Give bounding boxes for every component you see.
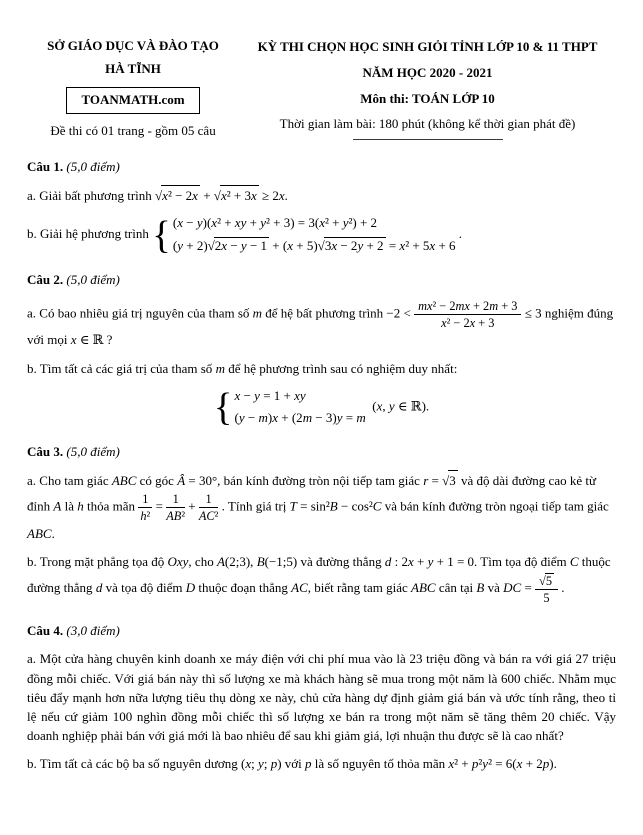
question-3-part-b: b. Trong mặt phẳng tọa độ Oxy, cho A(2;3), B(−1;5) và đường thẳng d : 2x + y + 1 = 0. Tìm tọa độ điểm C thuộc đường thẳng d và tọa độ điểm D thuộc đoạn thẳng AC, biết rằng tam giác ABC cân tại B và DC = $\frac{√5}{5}$ . (27, 554, 611, 606)
department-name: SỞ GIÁO DỤC VÀ ĐÀO TẠO (47, 38, 219, 53)
question-4-points: (3,0 điểm) (66, 622, 120, 638)
question-2-part-b-system: { x − y = 1 + xy (y − m)x + (2m − 3)y = m (x, y ∈ ℝ). (213, 385, 430, 429)
question-1-points: (5,0 điểm) (66, 158, 120, 174)
question-4-part-a: a. Một cửa hàng chuyên kinh doanh xe máy điện với chi phí mua vào là 23 triệu đồng và bán ra với giá 27 triệu đồng mỗi chiếc. Với giá bán này thì số lượng xe mà khách hàng sẽ mua trong một năm là 600 chiếc. Nhằm mục tiêu đẩy mạnh hơn nữa lượng tiêu thụ dòng xe này, chủ cửa hàng dự định giảm giá bán và ước tính rằng, theo tỉ lệ nếu cứ giảm 100 nghìn đồng mỗi chiếc thì số lượng xe bán ra trong một năm sẽ tăng thêm 20 chiếc. Vậy doanh nghiệp phải bán với giá mới là bao nhiêu để sau khi giảm giá, lợi nhuận thu được sẽ là cao nhất? (27, 651, 616, 744)
time-limit: Thời gian làm bài: 180 phút (không kể thời gian phát đề) (279, 116, 576, 131)
question-2-points: (5,0 điểm) (66, 272, 120, 288)
subject-line: Môn thi: TOÁN LỚP 10 (360, 91, 495, 106)
question-3-label: Câu 3. (27, 443, 64, 459)
header-right-block (239, 34, 616, 142)
question-1-heading (27, 157, 616, 178)
exam-title: KỲ THI CHỌN HỌC SINH GIỎI TỈNH LỚP 10 & 11 THPT (257, 39, 598, 54)
question-2 (27, 270, 616, 427)
school-year: NĂM HỌC 2020 - 2021 (362, 65, 493, 80)
question-4-part-b: b. Tìm tất cả các bộ ba số nguyên dương (x; y; p) với p là số nguyên tố thỏa mãn x² + p²y² = 6(x + 2p). (27, 755, 557, 771)
question-1 (27, 157, 616, 255)
question-2-heading (27, 270, 616, 291)
question-3 (27, 442, 616, 606)
header-separator-rule (353, 139, 503, 140)
question-2-label: Câu 2. (27, 272, 64, 288)
question-4-label: Câu 4. (27, 622, 64, 638)
exam-page-note: Đề thi có 01 trang - gồm 05 câu (50, 122, 216, 138)
question-3-points: (5,0 điểm) (66, 443, 120, 459)
question-3-heading (27, 442, 616, 463)
header-left-block (27, 34, 239, 142)
question-1-part-b: b. Giải hệ phương trình { (x − y)(x² + xy + y² + 3) = 3(x² + y²) + 2 (y + 2)√2x − y − 1 + (x + 5)√3x − 2y + 2 = x² + 5x + 6 . (27, 213, 463, 257)
question-3-part-a: a. Cho tam giác ABC có góc Â = 30°, bán kính đường tròn nội tiếp tam giác r = √3 và độ dài đường cao kẻ từ đỉnh A là h thỏa mãn $\frac{1}{\text{h²}}$ = $\frac{1}{\text{AB²}}$ + $\frac{1}{\text{AC²}}$ . Tính giá trị T = sin²B − cos²C và bán kính đường tròn ngoại tiếp tam giác ABC. (27, 470, 616, 544)
question-1-label: Câu 1. (27, 158, 64, 174)
question-2-part-b-label: b. Tìm tất cả các giá trị của tham số m để hệ phương trình sau có nghiệm duy nhất: (27, 361, 458, 377)
question-4 (27, 621, 616, 775)
exam-header (27, 34, 616, 142)
province-name: HÀ TĨNH (105, 61, 161, 77)
question-1-part-a: a. Giải bất phương trình √x² − 2x + √x² + 3x ≥ 2x. (27, 185, 616, 207)
question-2-part-a: a. Có bao nhiêu giá trị nguyên của tham số m để hệ bất phương trình −2 < $\frac{\text{mx² − 2mx + 2m + 3}}{\text{x² − 2x + 3}}$ ≤ 3 nghiệm đúng với mọi x ∈ ℝ ? (27, 298, 614, 348)
watermark-box: TOANMATH.com (66, 87, 199, 114)
question-4-heading (27, 621, 616, 642)
